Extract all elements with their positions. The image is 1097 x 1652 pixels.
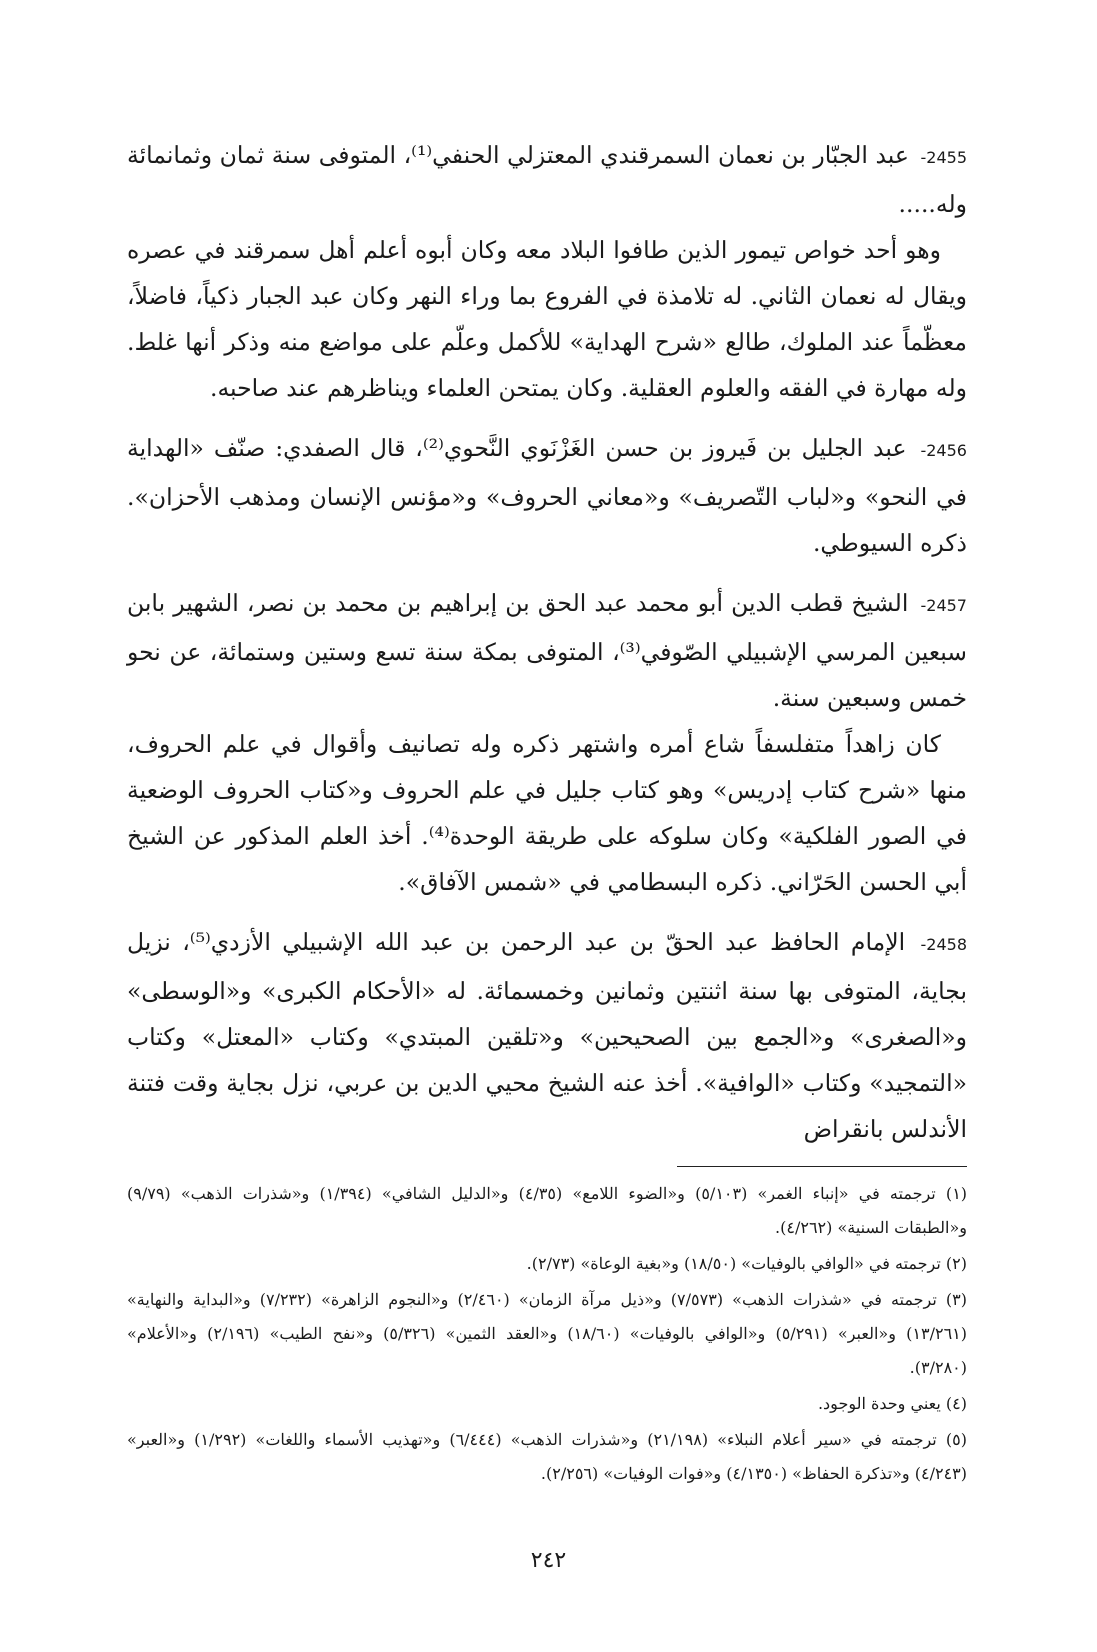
entry-2457 bbox=[127, 580, 967, 905]
footnote-1: (١) ترجمته في «إنباء الغمر» (٥/١٠٣) و«الضوء اللامع» (٤/٣٥) و«الدليل الشافي» (١/٣٩٤) و«شذرات الذهب» (٩/٧٩) و«الطبقات السنية» (٤/٢٦٢). bbox=[127, 1184, 968, 1237]
entry-2455 bbox=[127, 132, 967, 411]
footnotes bbox=[127, 1177, 967, 1491]
footnote-separator bbox=[677, 1166, 967, 1167]
entry-heading: عبد الجليل بن فَيروز بن حسن الغَزْنَوي النَّحوي⁽²⁾، قال الصفدي: صنّف «الهداية في النحو» و«لباب التّصريف» و«معاني الحروف» و«مؤنس الإنسان ومذهب الأحزان». ذكره السيوطي. bbox=[127, 434, 967, 557]
footnote-3: (٣) ترجمته في «شذرات الذهب» (٧/٥٧٣) و«ذيل مرآة الزمان» (٢/٤٦٠) و«النجوم الزاهرة» (٧/٢٣٢) و«البداية والنهاية» (١٣/٢٦١) و«العبر» (٥/٢٩١) و«الوافي بالوفيات» (١٨/٦٠) و«العقد الثمين» (٥/٣٢٦) و«نفح الطيب» (٢/١٩٦) و«الأعلام» (٣/٢٨٠). bbox=[127, 1290, 968, 1377]
entry-2456 bbox=[127, 425, 967, 566]
footnote-4: (٤) يعني وحدة الوجود. bbox=[817, 1394, 967, 1413]
entry-number: 2455- bbox=[920, 148, 967, 167]
entry-2458 bbox=[127, 919, 967, 1152]
page-body bbox=[127, 132, 967, 1493]
entry-number: 2458- bbox=[920, 935, 967, 954]
entry-heading: عبد الجبّار بن نعمان السمرقندي المعتزلي الحنفي⁽¹⁾، المتوفى سنة ثمان وثمانمائة وله..... bbox=[127, 141, 967, 218]
footnote-5: (٥) ترجمته في «سير أعلام النبلاء» (٢١/١٩٨) و«شذرات الذهب» (٦/٤٤٤) و«تهذيب الأسماء واللغات» (١/٢٩٢) و«العبر» (٤/٢٤٣) و«تذكرة الحفاظ» (٤/١٣٥٠) و«فوات الوفيات» (٢/٢٥٦). bbox=[127, 1430, 967, 1483]
entry-number: 2456- bbox=[920, 441, 967, 460]
entry-heading: الإمام الحافظ عبد الحقّ بن عبد الرحمن بن عبد الله الإشبيلي الأزدي⁽⁵⁾، نزيل بجاية، المتوفى بها سنة اثنتين وثمانين وخمسمائة. له «الأحكام الكبرى» و«الوسطى» و«الصغرى» و«الجمع بين الصحيحين» و«تلقين المبتدي» وكتاب «المعتل» وكتاب «التمجيد» وكتاب «الوافية». أخذ عنه الشيخ محيي الدين بن عربي، نزل بجاية وقت فتنة الأندلس بانقراض bbox=[127, 928, 967, 1143]
entry-number: 2457- bbox=[920, 596, 967, 615]
entry-paragraph: كان زاهداً متفلسفاً شاع أمره واشتهر ذكره وله تصانيف وأقوال في علم الحروف، منها «شرح كتاب إدريس» وهو كتاب جليل في علم الحروف و«كتاب الحروف الوضعية في الصور الفلكية» وكان سلوكه على طريقة الوحدة⁽⁴⁾. أخذ العلم المذكور عن الشيخ أبي الحسن الحَرّاني. ذكره البسطامي في «شمس الآفاق». bbox=[127, 730, 967, 896]
entry-heading: الشيخ قطب الدين أبو محمد عبد الحق بن إبراهيم بن محمد بن نصر، الشهير بابن سبعين المرسي الإشبيلي الصّوفي⁽³⁾، المتوفى بمكة سنة تسع وستين وستمائة، عن نحو خمس وسبعين سنة. bbox=[127, 589, 967, 712]
entry-paragraph: وهو أحد خواص تيمور الذين طافوا البلاد معه وكان أبوه أعلم أهل سمرقند في عصره ويقال له نعمان الثاني. له تلامذة في الفروع بما وراء النهر وكان عبد الجبار ذكياً، فاضلاً، معظّماً عند الملوك، طالع «شرح الهداية» للأكمل وعلّم على مواضع منه وذكر أنها غلط. وله مهارة في الفقه والعلوم العقلية. وكان يمتحن العلماء ويناظرهم عند صاحبه. bbox=[127, 236, 967, 402]
page-number: ٢٤٢ bbox=[530, 1548, 567, 1573]
footnote-2: (٢) ترجمته في «الوافي بالوفيات» (١٨/٥٠) و«بغية الوعاة» (٢/٧٣). bbox=[526, 1254, 967, 1273]
